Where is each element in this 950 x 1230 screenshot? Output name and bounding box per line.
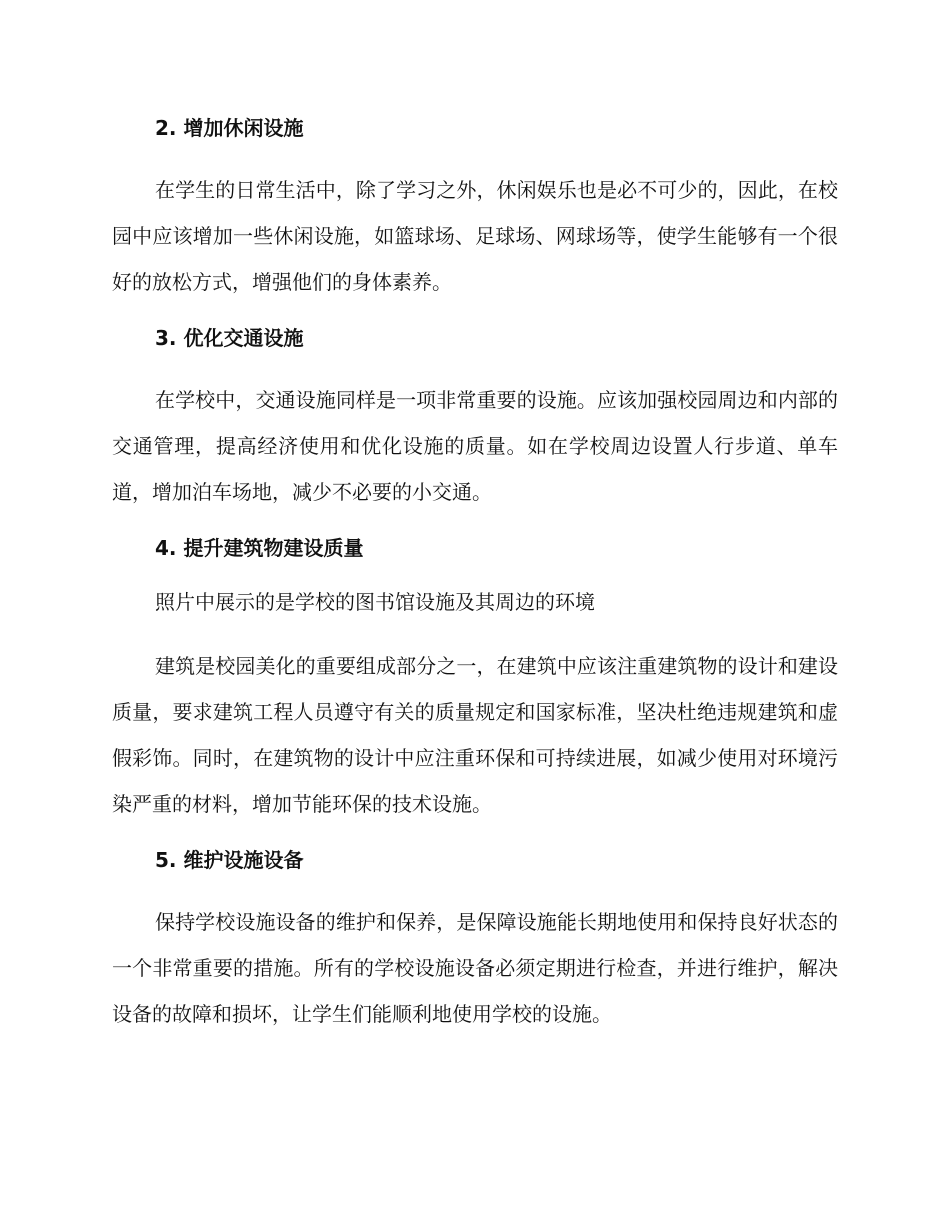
section-heading-5: 5. 维护设施设备: [155, 848, 304, 872]
section-heading-2: 2. 增加休闲设施: [155, 116, 304, 140]
section-paragraph-4: 建筑是校园美化的重要组成部分之一，在建筑中应该注重建筑物的设计和建设质量，要求建筑工程人员遵守有关的质量规定和国家标准，坚决杜绝违规建筑和虚假彩饰。同时，在建筑物的设计中应注重环保和可持续进展，如减少使用对环境污染严重的材料，增加节能环保的技术设施。: [112, 654, 838, 816]
section-heading-3: 3. 优化交通设施: [155, 326, 304, 350]
section-paragraph-2: 在学生的日常生活中，除了学习之外，休闲娱乐也是必不可少的，因此，在校园中应该增加一些休闲设施，如篮球场、足球场、网球场等，使学生能够有一个很好的放松方式，增强他们的身体素养。: [112, 178, 838, 294]
photo-caption: 照片中展示的是学校的图书馆设施及其周边的环境: [155, 590, 595, 614]
section-paragraph-5: 保持学校设施设备的维护和保养，是保障设施能长期地使用和保持良好状态的一个非常重要的措施。所有的学校设施设备必须定期进行检查，并进行维护，解决设备的故障和损坏，让学生们能顺利地使用学校的设施。: [112, 910, 838, 1026]
section-paragraph-3: 在学校中，交通设施同样是一项非常重要的设施。应该加强校园周边和内部的交通管理，提高经济使用和优化设施的质量。如在学校周边设置人行步道、单车道，增加泊车场地，减少不必要的小交通。: [112, 388, 838, 504]
section-heading-4: 4. 提升建筑物建设质量: [155, 536, 364, 560]
